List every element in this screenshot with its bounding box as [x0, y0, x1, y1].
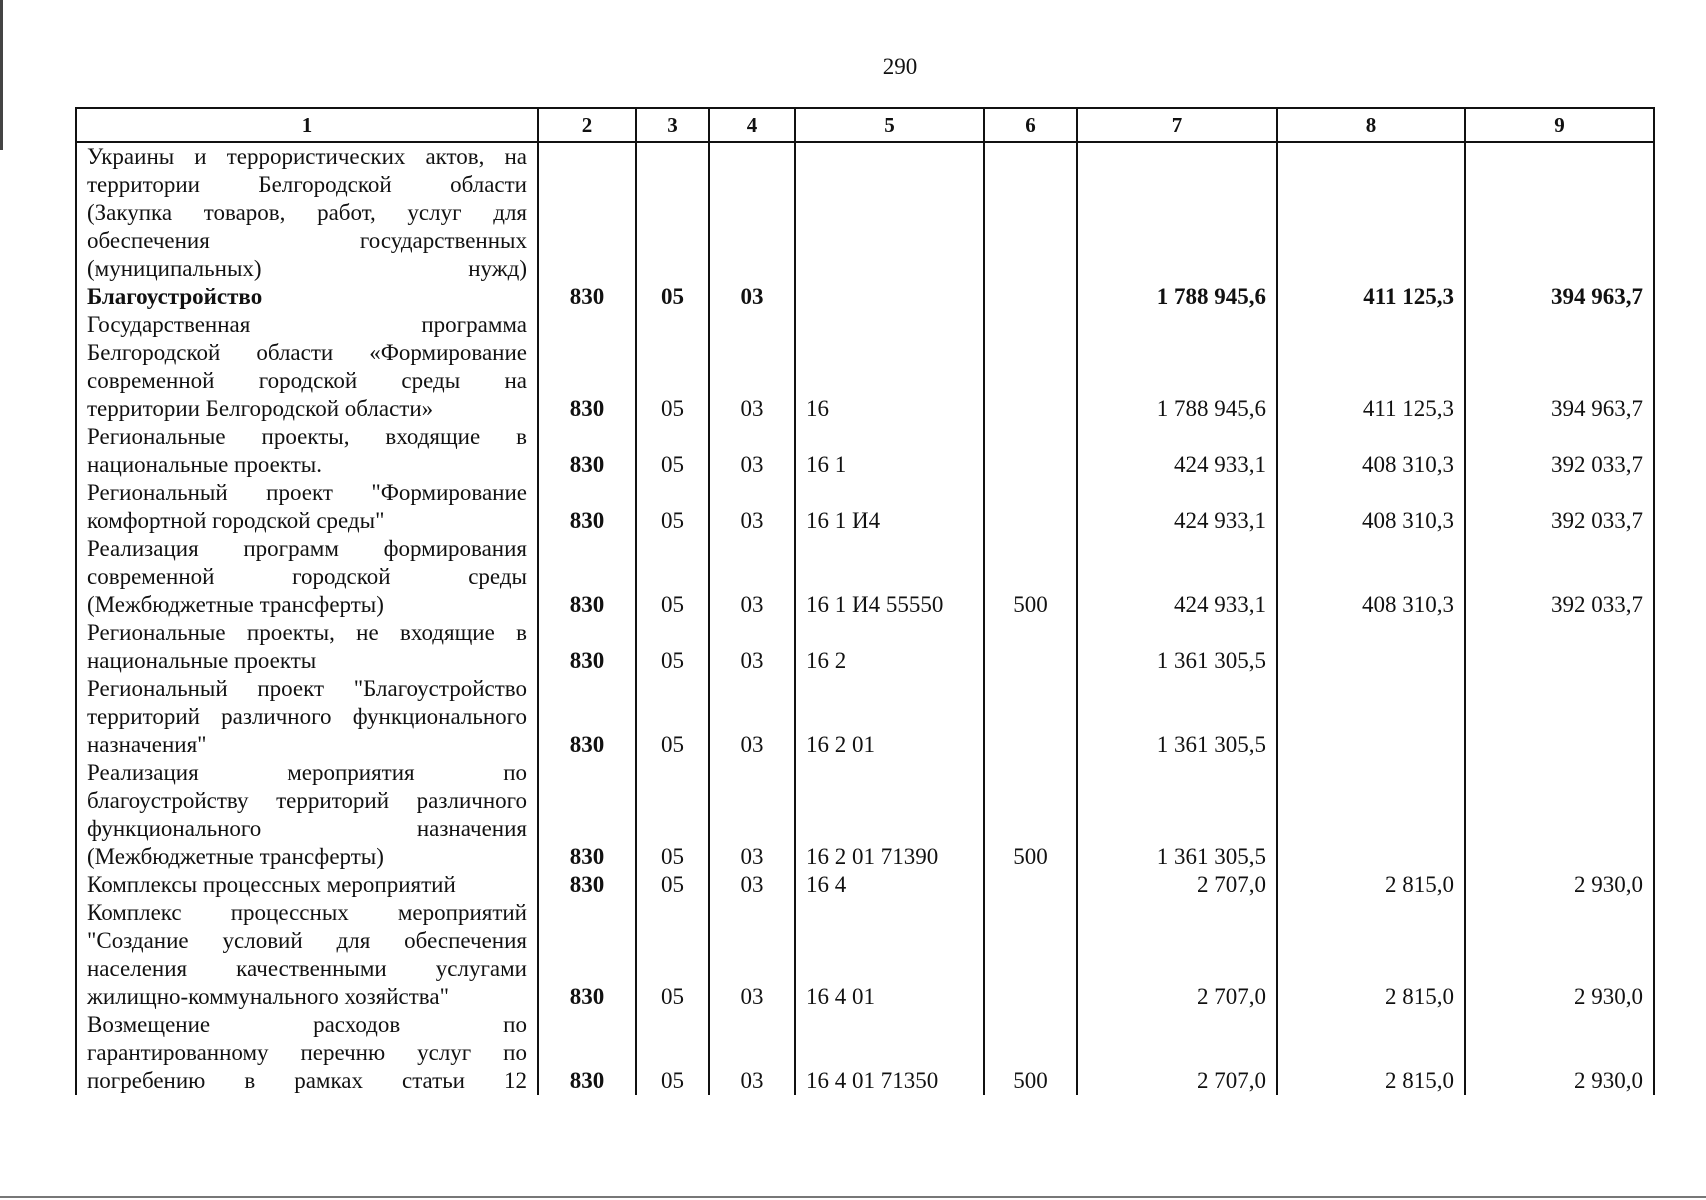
row-name-line: "Создание условий для обеспечения	[87, 928, 527, 953]
amount-col8-cell: 408 310,3	[1277, 535, 1465, 619]
row-name-line: территорий различного функционального	[87, 704, 527, 729]
amount-col9-cell	[1465, 759, 1654, 871]
table-row	[76, 899, 1654, 1011]
expense-type-cell: 500	[984, 1011, 1077, 1095]
amount-col8-cell: 2 815,0	[1277, 899, 1465, 1011]
table-row	[76, 142, 1654, 283]
row-name	[76, 899, 538, 1011]
expense-type-cell	[984, 619, 1077, 675]
row-name-line: населения качественными услугами	[87, 956, 527, 981]
row-name	[76, 535, 538, 619]
table-row	[76, 283, 1654, 311]
amount-col7-cell: 1 788 945,6	[1077, 283, 1277, 311]
row-name-line: погребению в рамках статьи 12	[87, 1068, 527, 1093]
row-name-line: жилищно-коммунального хозяйства"	[87, 984, 449, 1009]
amount-col9-cell: 392 033,7	[1465, 479, 1654, 535]
section-code-cell	[636, 142, 709, 283]
col-header-2: 2	[538, 108, 636, 142]
table-row	[76, 311, 1654, 423]
table-row	[76, 871, 1654, 899]
row-name	[76, 423, 538, 479]
row-name-line: Региональные проекты, не входящие в	[87, 620, 527, 645]
row-name-line: современной городской среды на	[87, 368, 527, 393]
budget-code-cell: 830	[538, 759, 636, 871]
target-article-cell: 16 4 01 71350	[795, 1011, 984, 1095]
row-name-line: Региональные проекты, входящие в	[87, 424, 527, 449]
budget-code-cell: 830	[538, 311, 636, 423]
subsection-code-cell: 03	[709, 899, 795, 1011]
row-name-line: Государственная программа	[87, 312, 527, 337]
expense-type-cell: 500	[984, 535, 1077, 619]
budget-code-cell: 830	[538, 283, 636, 311]
amount-col8-cell: 2 815,0	[1277, 871, 1465, 899]
row-name	[76, 871, 538, 899]
target-article-cell: 16	[795, 311, 984, 423]
row-name-line: (Закупка товаров, работ, услуг для	[87, 200, 527, 225]
row-name-line: Региональный проект "Благоустройство	[87, 676, 527, 701]
row-name-line: (Межбюджетные трансферты)	[87, 592, 384, 617]
subsection-code-cell: 03	[709, 283, 795, 311]
row-name-line: Украины и террористических актов, на	[87, 144, 527, 169]
table-row	[76, 535, 1654, 619]
target-article-cell: 16 1 И4 55550	[795, 535, 984, 619]
amount-col8-cell: 408 310,3	[1277, 479, 1465, 535]
table-row	[76, 1011, 1654, 1095]
row-name-line: Возмещение расходов по	[87, 1012, 527, 1037]
amount-col7-cell: 2 707,0	[1077, 1011, 1277, 1095]
amount-col7-cell: 2 707,0	[1077, 871, 1277, 899]
row-name-line: (Межбюджетные трансферты)	[87, 844, 384, 869]
budget-code-cell: 830	[538, 619, 636, 675]
target-article-cell	[795, 283, 984, 311]
row-name-line: Комплекс процессных мероприятий	[87, 900, 527, 925]
col-header-8: 8	[1277, 108, 1465, 142]
row-name-line: территории Белгородской области	[87, 172, 527, 197]
row-name	[76, 619, 538, 675]
amount-col7-cell: 1 361 305,5	[1077, 759, 1277, 871]
target-article-cell: 16 4 01	[795, 899, 984, 1011]
row-name-line: гарантированному перечню услуг по	[87, 1040, 527, 1065]
budget-code-cell: 830	[538, 423, 636, 479]
expense-type-cell	[984, 479, 1077, 535]
table-row	[76, 759, 1654, 871]
col-header-5: 5	[795, 108, 984, 142]
subsection-code-cell	[709, 142, 795, 283]
amount-col8-cell	[1277, 675, 1465, 759]
row-name-line: Белгородской области «Формирование	[87, 340, 527, 365]
budget-code-cell: 830	[538, 1011, 636, 1095]
target-article-cell: 16 1	[795, 423, 984, 479]
subsection-code-cell: 03	[709, 675, 795, 759]
row-name	[76, 759, 538, 871]
subsection-code-cell: 03	[709, 759, 795, 871]
table-row	[76, 423, 1654, 479]
section-code-cell: 05	[636, 871, 709, 899]
row-name	[76, 675, 538, 759]
amount-col9-cell: 394 963,7	[1465, 311, 1654, 423]
amount-col7-cell: 424 933,1	[1077, 423, 1277, 479]
subsection-code-cell: 03	[709, 619, 795, 675]
target-article-cell	[795, 142, 984, 283]
amount-col8-cell	[1277, 142, 1465, 283]
budget-code-cell: 830	[538, 479, 636, 535]
section-code-cell: 05	[636, 759, 709, 871]
expense-type-cell	[984, 871, 1077, 899]
row-name-line: Комплексы процессных мероприятий	[87, 872, 456, 897]
row-name-line: Реализация мероприятия по	[87, 760, 527, 785]
amount-col9-cell: 394 963,7	[1465, 283, 1654, 311]
expense-type-cell	[984, 423, 1077, 479]
row-name	[76, 283, 538, 311]
row-name-line: современной городской среды	[87, 564, 527, 589]
budget-code-cell: 830	[538, 675, 636, 759]
table-row	[76, 619, 1654, 675]
section-code-cell: 05	[636, 1011, 709, 1095]
scan-bottom-edge	[0, 1196, 1706, 1198]
section-code-cell: 05	[636, 619, 709, 675]
amount-col7-cell	[1077, 142, 1277, 283]
expense-type-cell: 500	[984, 759, 1077, 871]
expense-type-cell	[984, 899, 1077, 1011]
row-name	[76, 142, 538, 283]
budget-code-cell	[538, 142, 636, 283]
expense-type-cell	[984, 283, 1077, 311]
expense-type-cell	[984, 311, 1077, 423]
section-code-cell: 05	[636, 899, 709, 1011]
amount-col8-cell: 2 815,0	[1277, 1011, 1465, 1095]
budget-code-cell: 830	[538, 899, 636, 1011]
row-name-line: функционального назначения	[87, 816, 527, 841]
row-name-line: территории Белгородской области»	[87, 396, 434, 421]
section-code-cell: 05	[636, 535, 709, 619]
amount-col9-cell	[1465, 675, 1654, 759]
target-article-cell: 16 2 01	[795, 675, 984, 759]
col-header-1: 1	[76, 108, 538, 142]
amount-col9-cell	[1465, 142, 1654, 283]
target-article-cell: 16 4	[795, 871, 984, 899]
section-code-cell: 05	[636, 675, 709, 759]
amount-col9-cell: 2 930,0	[1465, 899, 1654, 1011]
amount-col8-cell: 411 125,3	[1277, 311, 1465, 423]
col-header-4: 4	[709, 108, 795, 142]
col-header-6: 6	[984, 108, 1077, 142]
amount-col7-cell: 2 707,0	[1077, 899, 1277, 1011]
amount-col9-cell: 392 033,7	[1465, 535, 1654, 619]
row-name-line: комфортной городской среды"	[87, 508, 385, 533]
amount-col9-cell: 2 930,0	[1465, 1011, 1654, 1095]
amount-col8-cell	[1277, 759, 1465, 871]
amount-col7-cell: 1 361 305,5	[1077, 619, 1277, 675]
page-number: 290	[882, 54, 918, 79]
row-name	[76, 479, 538, 535]
row-name-line: (муниципальных) нужд)	[87, 256, 527, 281]
expense-type-cell	[984, 675, 1077, 759]
col-header-3: 3	[636, 108, 709, 142]
table-row	[76, 675, 1654, 759]
subsection-code-cell: 03	[709, 479, 795, 535]
budget-code-cell: 830	[538, 871, 636, 899]
subsection-code-cell: 03	[709, 1011, 795, 1095]
target-article-cell: 16 1 И4	[795, 479, 984, 535]
row-name-line: Реализация программ формирования	[87, 536, 527, 561]
expense-type-cell	[984, 142, 1077, 283]
row-name-line: Региональный проект "Формирование	[87, 480, 527, 505]
amount-col9-cell: 2 930,0	[1465, 871, 1654, 899]
col-header-9: 9	[1465, 108, 1654, 142]
amount-col7-cell: 424 933,1	[1077, 479, 1277, 535]
section-code-cell: 05	[636, 479, 709, 535]
target-article-cell: 16 2 01 71390	[795, 759, 984, 871]
header-row	[76, 108, 1654, 142]
row-name-line: национальные проекты	[87, 648, 317, 673]
section-code-cell: 05	[636, 423, 709, 479]
section-code-cell: 05	[636, 283, 709, 311]
budget-code-cell: 830	[538, 535, 636, 619]
amount-col8-cell	[1277, 619, 1465, 675]
amount-col8-cell: 408 310,3	[1277, 423, 1465, 479]
amount-col9-cell: 392 033,7	[1465, 423, 1654, 479]
budget-table	[75, 107, 1655, 1095]
target-article-cell: 16 2	[795, 619, 984, 675]
col-header-7: 7	[1077, 108, 1277, 142]
row-name-line: обеспечения государственных	[87, 228, 527, 253]
row-name-line: благоустройству территорий различного	[87, 788, 527, 813]
subsection-code-cell: 03	[709, 311, 795, 423]
row-name-line: назначения"	[87, 732, 207, 757]
amount-col7-cell: 1 361 305,5	[1077, 675, 1277, 759]
subsection-code-cell: 03	[709, 871, 795, 899]
row-name	[76, 1011, 538, 1095]
amount-col7-cell: 424 933,1	[1077, 535, 1277, 619]
row-name-line: национальные проекты.	[87, 452, 322, 477]
amount-col7-cell: 1 788 945,6	[1077, 311, 1277, 423]
row-name	[76, 311, 538, 423]
section-code-cell: 05	[636, 311, 709, 423]
table-row	[76, 479, 1654, 535]
amount-col8-cell: 411 125,3	[1277, 283, 1465, 311]
row-name-line: Благоустройство	[87, 284, 263, 309]
amount-col9-cell	[1465, 619, 1654, 675]
subsection-code-cell: 03	[709, 423, 795, 479]
subsection-code-cell: 03	[709, 535, 795, 619]
